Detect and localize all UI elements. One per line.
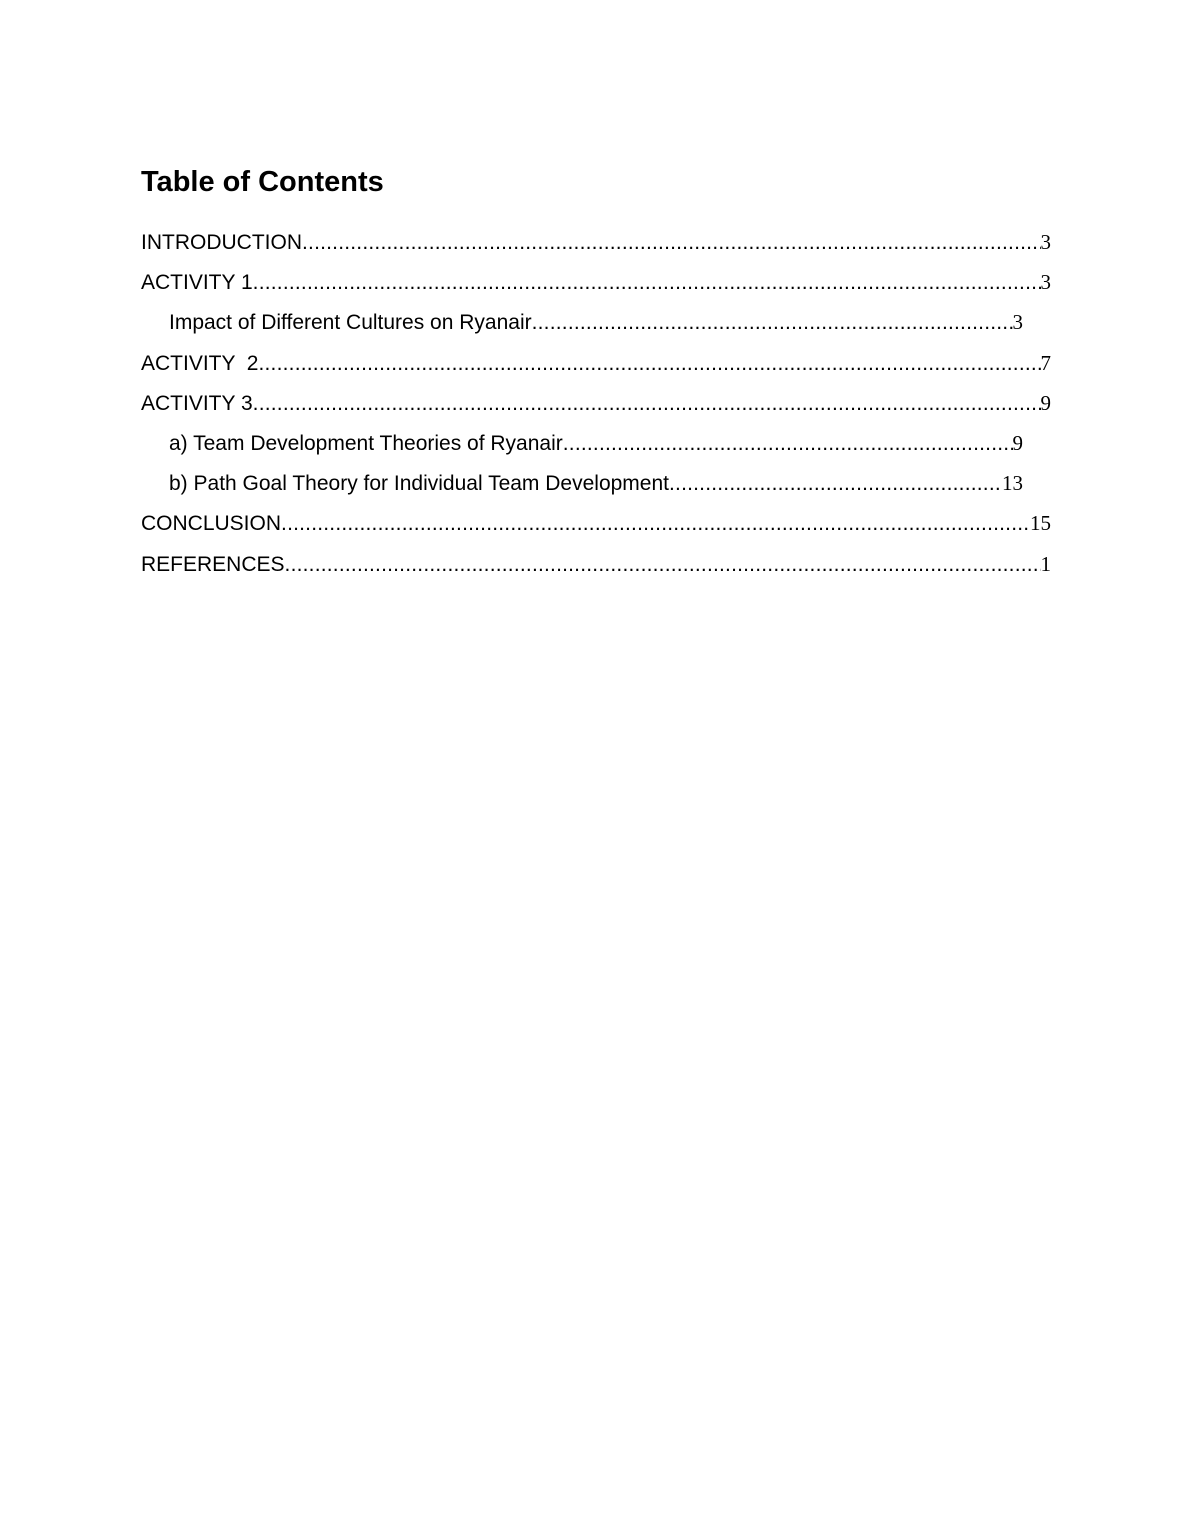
toc-entry-page-number: 15 (1030, 511, 1051, 536)
toc-entry-label: Impact of Different Cultures on Ryanair (169, 311, 532, 335)
toc-entry-team-development-theories[interactable] (169, 423, 1023, 463)
toc-entry-activity-1[interactable] (141, 262, 1051, 302)
dot-leader (669, 464, 1002, 503)
dot-leader (532, 303, 1013, 342)
dot-leader (302, 223, 1041, 262)
toc-entry-activity-3[interactable] (141, 383, 1051, 423)
toc-entry-label: CONCLUSION (141, 512, 282, 536)
toc-entry-label: REFERENCES (141, 552, 285, 576)
toc-entry-label: ACTIVITY 2 (141, 351, 259, 375)
toc-entry-label: ACTIVITY 3 (141, 391, 253, 415)
toc-entry-label: b) Path Goal Theory for Individual Team Development (169, 472, 669, 496)
toc-entry-page-number: 3 (1040, 230, 1051, 254)
toc-entry-label: INTRODUCTION (141, 231, 302, 254)
dot-leader (253, 384, 1041, 423)
toc-entry-page-number: 7 (1040, 350, 1051, 375)
toc-entry-page-number: 9 (1012, 430, 1023, 455)
dot-leader (253, 263, 1041, 302)
toc-entry-page-number: 9 (1040, 390, 1051, 415)
toc-entry-page-number: 3 (1040, 270, 1051, 295)
toc-entry-references[interactable] (141, 544, 1051, 584)
toc-entry-page-number: 3 (1012, 310, 1023, 335)
dot-leader (281, 504, 1030, 543)
toc-entry-page-number: 13 (1002, 471, 1023, 496)
toc-entry-label: ACTIVITY 1 (141, 271, 253, 295)
toc-title: Table of Contents (141, 166, 384, 198)
toc-entry-introduction[interactable] (141, 222, 1051, 262)
toc-entry-impact-of-cultures[interactable] (169, 302, 1023, 342)
dot-leader (258, 344, 1040, 383)
toc-entry-label: a) Team Development Theories of Ryanair (169, 431, 563, 455)
toc-entry-path-goal-theory[interactable] (169, 463, 1023, 503)
toc-entry-conclusion[interactable] (141, 503, 1051, 543)
toc-entry-activity-2[interactable] (141, 343, 1051, 383)
toc-list (141, 222, 1051, 584)
dot-leader (285, 545, 1041, 584)
dot-leader (563, 424, 1013, 463)
toc-entry-page-number: 1 (1040, 551, 1051, 576)
